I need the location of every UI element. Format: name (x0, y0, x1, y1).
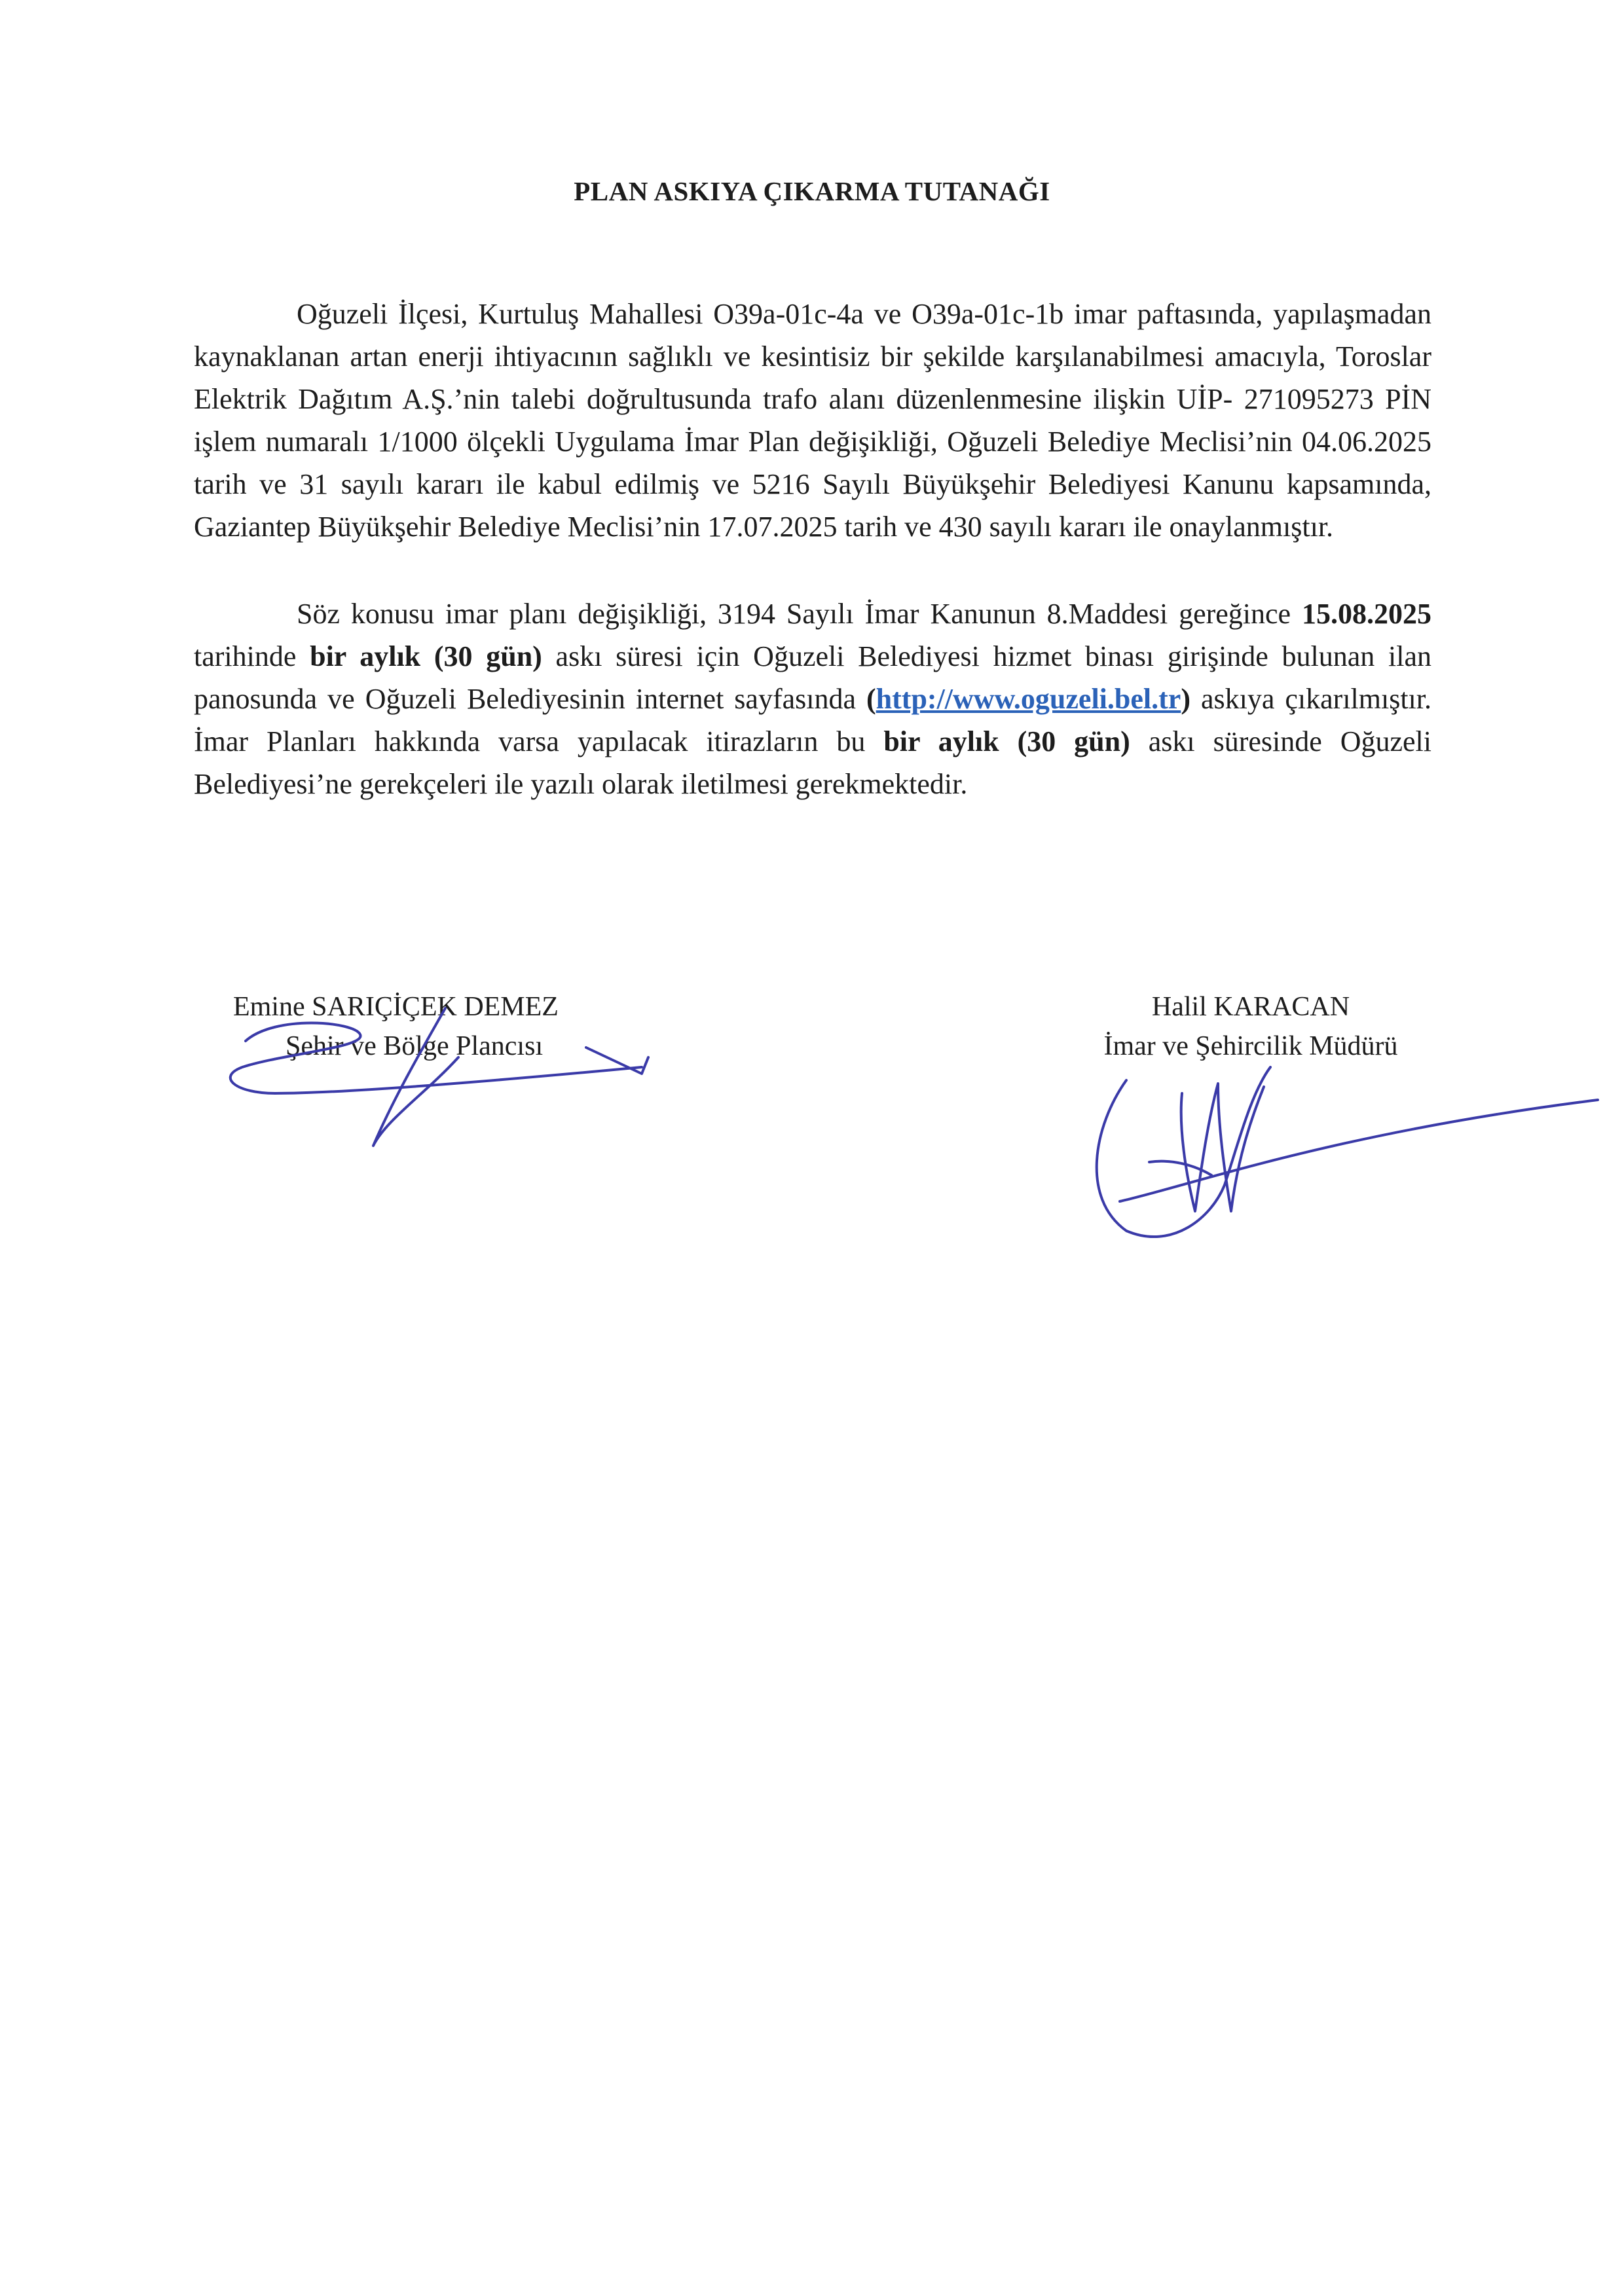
signature-left-icon (223, 995, 694, 1165)
paragraph-1 (194, 293, 1431, 548)
signer-name-left: Emine SARIÇİÇEK DEMEZ (233, 992, 559, 1022)
p2-part2: tarihinde (194, 640, 310, 672)
link-paren-open: ( (866, 683, 876, 715)
signature-right-icon (1022, 1021, 1611, 1257)
paragraph-2 (194, 592, 1431, 805)
signer-role-right: İmar ve Şehircilik Müdürü (1103, 1031, 1398, 1061)
signer-name-right: Halil KARACAN (1151, 992, 1350, 1022)
document-title: PLAN ASKIYA ÇIKARMA TUTANAĞI (574, 176, 1050, 206)
duration-bold-1: bir aylık (30 gün) (310, 640, 542, 672)
p2-part4: askıya çıkarılmıştır. İmar Planları hakkında varsa yapılacak itirazların bu (194, 683, 1431, 757)
link-paren-close: ) (1181, 683, 1190, 715)
paragraph-1-text: Oğuzeli İlçesi, Kurtuluş Mahallesi O39a-01c-4a ve O39a-01c-1b imar paftasında, yapılaşmadan kaynaklanan artan enerji ihtiyacının sağlıklı ve kesintisiz bir şekilde karşılanabilmesi amacıyla, Toroslar Elektrik Dağıtım A.Ş.’nin talebi doğrultusunda trafo alanı düzenlenmesine ilişkin UİP- 271095273 PİN işlem numaralı 1/1000 ölçekli Uygulama İmar Plan değişikliği, Oğuzeli Belediye Meclisi’nin 04.06.2025 tarih ve 31 sayılı kararı ile kabul edilmiş ve 5216 Sayılı Büyükşehir Belediyesi Kanunu kapsamında, Gaziantep Büyükşehir Belediye Meclisi’nin 17.07.2025 tarih ve 430 sayılı kararı ile onaylanmıştır. (194, 298, 1431, 543)
duration-bold-2: bir aylık (30 gün) (883, 725, 1130, 757)
p2-part3: askı süresi için Oğuzeli Belediyesi hizmet binası girişinde bulunan ilan panosunda ve Oğuzeli Belediyesinin internet sayfasında (194, 640, 1431, 715)
paragraph-2-text (194, 592, 1431, 805)
announcement-date: 15.08.2025 (1302, 598, 1431, 630)
signer-role-left: Şehir ve Bölge Plancısı (286, 1031, 544, 1061)
website-link[interactable]: http://www.oguzeli.bel.tr (876, 683, 1181, 715)
p2-part5: askı süresinde Oğuzeli Belediyesi’ne gerekçeleri ile yazılı olarak iletilmesi gerekmektedir. (194, 725, 1431, 800)
p2-part1: Söz konusu imar planı değişikliği, 3194 Sayılı İmar Kanunun 8.Maddesi gereğince (297, 598, 1302, 630)
